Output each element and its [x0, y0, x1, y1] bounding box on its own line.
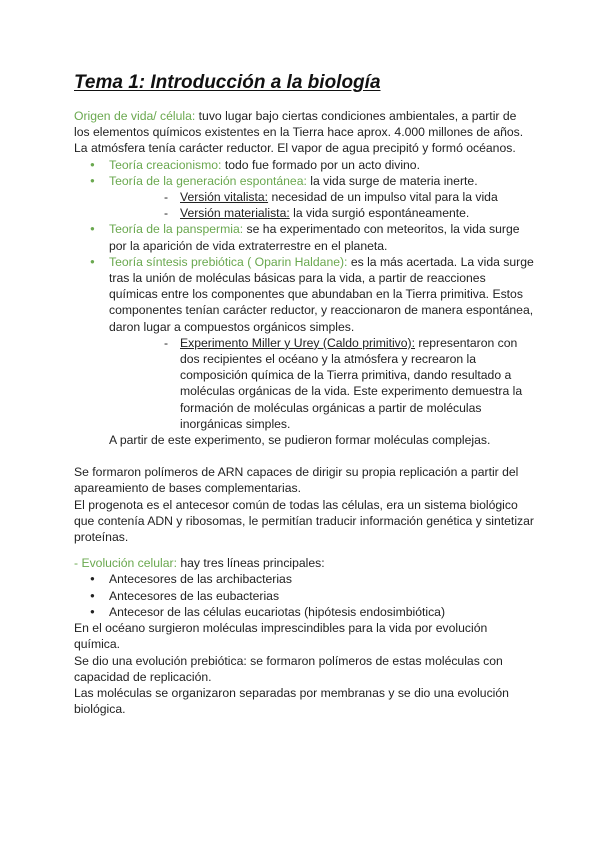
teoria-label: Teoría síntesis prebiótica ( Oparin Haldane):: [109, 254, 348, 269]
origen-paragraph: [74, 108, 534, 157]
teoria-text: se ha experimentado con meteoritos, la vida surge por la aparición de vida extraterrestre en el planeta.: [109, 222, 520, 253]
page-title: Tema 1: Introducción a la biología: [74, 72, 381, 93]
spacer: [74, 545, 534, 555]
closing-paragraph: Se dio una evolución prebiótica: se formaron polímeros de estas moléculas con capacidad de replicación.: [74, 653, 503, 684]
experimento-text: representaron con dos recipientes el océano y la atmósfera y recrearon la composición química de la Tierra primitiva, dando resultado a moléculas orgánicas de la vida. Este experimento demuestra la formación de moléculas orgánicas a partir de moléculas inorgánicas simples.: [180, 335, 523, 431]
teoria-panspermia: [74, 221, 534, 253]
versiones-list: [109, 189, 534, 221]
evolucion-list: [74, 571, 534, 620]
teoria-label: Teoría creacionismo:: [109, 157, 222, 172]
teorias-list: [74, 157, 534, 432]
evolucion-item: ● Antecesores de las archibacterias: [74, 571, 534, 587]
arn-paragraph: Se formaron polímeros de ARN capaces de dirigir su propia replicación a partir del apareamiento de bases complementarias.: [74, 465, 519, 496]
teoria-label: Teoría de la generación espontánea:: [109, 173, 307, 188]
version-text: necesidad de un impulso vital para la vida: [268, 190, 498, 205]
version-label: Versión vitalista:: [180, 190, 269, 205]
evolucion-item: ● Antecesores de las eubacterias: [74, 588, 534, 604]
after-experiment-text: A partir de este experimento, se pudieron formar moléculas complejas.: [109, 433, 491, 448]
closing-paragraph: Las moléculas se organizaron separadas por membranas y se dio una evolución biológica.: [74, 685, 509, 717]
experimento-miller-urey: [109, 335, 534, 432]
experimento-label: Experimento Miller y Urey (Caldo primitivo):: [180, 335, 416, 350]
version-text: la vida surgió espontáneamente.: [289, 206, 470, 221]
document-body: [74, 108, 534, 717]
version-label: Versión materialista:: [180, 206, 290, 221]
progenota-paragraph: El progenota es el antecesor común de todas las células, era un sistema biológico que contenía ADN y ribosomas, le permitían traducir información genética y sintetizar proteínas.: [74, 497, 534, 545]
version-materialista: [109, 205, 534, 221]
evolucion-text: hay tres líneas principales:: [176, 556, 325, 571]
teoria-text: todo fue formado por un acto divino.: [221, 157, 420, 172]
origen-label: Origen de vida/ célula:: [74, 109, 196, 123]
spacer: [74, 448, 534, 464]
evolucion-paragraph: [74, 555, 534, 571]
teoria-creacionismo: [74, 157, 534, 173]
teoria-generacion-espontanea: [74, 173, 534, 222]
teoria-sintesis-prebiotica: [74, 254, 534, 432]
origen-text: tuvo lugar bajo ciertas condiciones ambientales, a partir de los elementos químicos existentes en la Tierra hace aprox. 4.000 millones de años. La atmósfera tenía carácter reductor. El vapor de agua precipitó y formó océanos.: [74, 109, 524, 156]
version-vitalista: [109, 189, 534, 205]
closing-paragraph: En el océano surgieron moléculas imprescindibles para la vida por evolución química.: [74, 621, 488, 652]
experimento-list: [109, 335, 534, 432]
evolucion-label: - Evolución celular:: [74, 556, 177, 571]
teoria-text: la vida surge de materia inerte.: [306, 173, 478, 188]
teoria-text: es la más acertada. La vida surge tras la unión de moléculas básicas para la vida, a partir de reacciones químicas entre los componentes que abundaban en la Tierra primitiva. Estos componentes tenían carácter reductor, y reaccionaron de manera espontánea, daron lugar a compuestos orgánicos simples.: [109, 254, 534, 334]
evolucion-item: ● Antecesor de las células eucariotas (hipótesis endosimbiótica): [74, 604, 534, 620]
teoria-label: Teoría de la panspermia:: [109, 222, 244, 237]
